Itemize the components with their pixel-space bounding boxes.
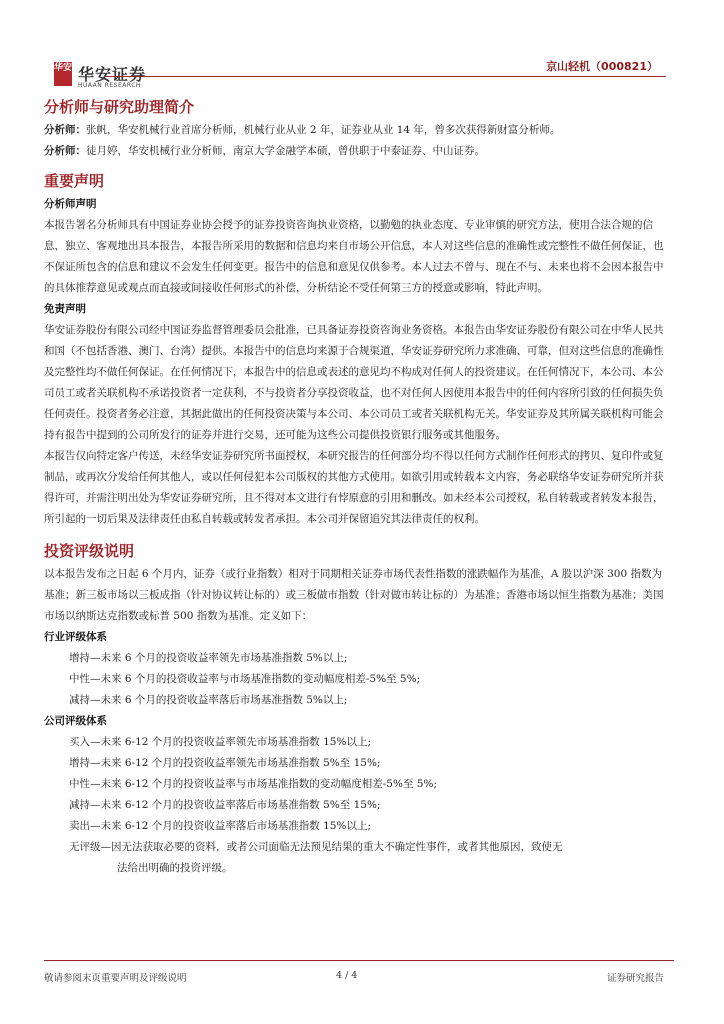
disclaimer-section-title: 重要声明 (44, 172, 105, 190)
analyst-1 (44, 120, 672, 141)
company-rating-title: 公司评级体系 (44, 715, 107, 727)
page-number: 4 / 4 (336, 970, 358, 981)
analyst-text: 张帆，华安机械行业首席分析师，机械行业从业 2 年，证券业从业 14 年，曾多次获得新财富分析师。 (86, 124, 561, 136)
rating-intro: 以本报告发布之日起 6 个月内，证券（或行业指数）相对于同期相关证券市场代表性指数的涨跌幅作为基准，A 股以沪深 300 指数为基准；新三板市场以三板成指（针对协议转让标的）或三板做市指数（针对做市转让标的）为基准；香港市场以恒生指数为基准；美国市场以纳斯达克指数或标普 500 指数为基准。定义如下： (44, 568, 664, 622)
copyright-text: 本报告仅向特定客户传送，未经华安证券研究所书面授权，本研究报告的任何部分均不得以任何方式制作任何形式的拷贝、复印件或复制品，或再次分发给任何其他人，或以任何侵犯本公司版权的其他方式使用。如欲引用或转载本文内容，务必联络华安证券研究所并获得许可，并需注明出处为华安证券研究所，且不得对本文进行有悖原意的引用和删改。如未经本公司授权，私自转载或者转发本报告，所引起的一切后果及法律责任由私自转载或转发者承担。本公司并保留追究其法律责任的权利。 (44, 450, 664, 525)
analyst-statement-text: 本报告署名分析师具有中国证券业协会授予的证券投资咨询执业资格，以勤勉的执业态度、专业审慎的研究方法，使用合法合规的信息，独立、客观地出具本报告，本报告所采用的数据和信息均来自市场公开信息，本人对这些信息的准确性或完整性不做任何保证，也不保证所包含的信息和建议不会发生任何变更。报告中的信息和意见仅供参考。本人过去不曾与、现在不与、未来也将不会因本报告中的具体推荐意见或观点而直接或间接收任何形式的补偿，分析结论不受任何第三方的授意或影响，特此声明。 (44, 219, 664, 294)
logo-subtext: HUAAN RESEARCH (78, 82, 141, 89)
list-item: 无评级—因无法获取必要的资料，或者公司面临无法预见结果的重大不确定性事件，或者其他原因，致使无 (69, 841, 563, 853)
analyst-section-title: 分析师与研究助理简介 (44, 98, 195, 116)
analyst-label: 分析师： (44, 145, 86, 157)
list-item: 买入—未来 6-12 个月的投资收益率领先市场基准指数 15%以上; (69, 736, 371, 748)
disclaimer-text: 华安证券股份有限公司经中国证券监督管理委员会批准，已具备证券投资咨询业务资格。本报告由华安证券股份有限公司在中华人民共和国（不包括香港、澳门、台湾）提供。本报告中的信息均来源于合规渠道，华安证券研究所力求准确、可靠，但对这些信息的准确性及完整性均不做任何保证。在任何情况下，本报告中的信息或表述的意见均不构成对任何人的投资建议。在任何情况下，本公司、本公司员工或者关联机构不承诺投资者一定获利，不与投资者分享投资收益，也不对任何人因使用本报告中的任何内容所引致的任何损失负任何责任。投资者务必注意，其据此做出的任何投资决策与本公司、本公司员工或者关联机构无关。华安证券及其所属关联机构可能会持有报告中提到的公司所发行的证券并进行交易，还可能为这些公司提供投资银行服务或其他服务。 (44, 324, 664, 441)
industry-rating-title: 行业评级体系 (44, 631, 107, 643)
analyst-label: 分析师： (44, 124, 86, 136)
analyst-2 (44, 141, 672, 162)
footer-divider (44, 960, 674, 961)
list-item: 减持—未来 6 个月的投资收益率落后市场基准指数 5%以上; (69, 694, 348, 706)
header-divider (106, 76, 666, 77)
page-header (44, 56, 666, 96)
analyst-text: 徒月婷，华安机械行业分析师，南京大学金融学本硕，曾供职于中泰证券、中山证券。 (86, 145, 485, 157)
list-item: 中性—未来 6 个月的投资收益率与市场基准指数的变动幅度相差-5%至 5%; (69, 673, 421, 685)
analyst-statement-title: 分析师声明 (44, 198, 97, 210)
list-item: 法给出明确的投资评级。 (117, 862, 233, 874)
list-item: 减持—未来 6-12 个月的投资收益率落后市场基准指数 5%至 15%; (69, 799, 381, 811)
list-item: 增持—未来 6-12 个月的投资收益率领先市场基准指数 5%至 15%; (69, 757, 381, 769)
industry-rating-list (44, 648, 672, 711)
main-content (44, 94, 672, 879)
list-item: 增持—未来 6 个月的投资收益率领先市场基准指数 5%以上; (69, 652, 348, 664)
rating-section-title: 投资评级说明 (44, 542, 135, 560)
disclaimer-title: 免责声明 (44, 303, 86, 315)
stock-title: 京山轻机（000821） (546, 60, 658, 73)
page-footer (44, 960, 674, 990)
logo-text: 华安证券 (78, 65, 147, 84)
footer-note: 敬请参阅末页重要声明及评级说明 (44, 973, 187, 984)
company-rating-list (44, 732, 672, 879)
list-item: 卖出—未来 6-12 个月的投资收益率落后市场基准指数 15%以上; (69, 820, 371, 832)
footer-report-type: 证券研究报告 (606, 973, 664, 984)
huaan-logo-icon: 华安 (54, 62, 72, 86)
list-item: 中性—未来 6-12 个月的投资收益率与市场基准指数的变动幅度相差-5%至 5%; (69, 778, 438, 790)
